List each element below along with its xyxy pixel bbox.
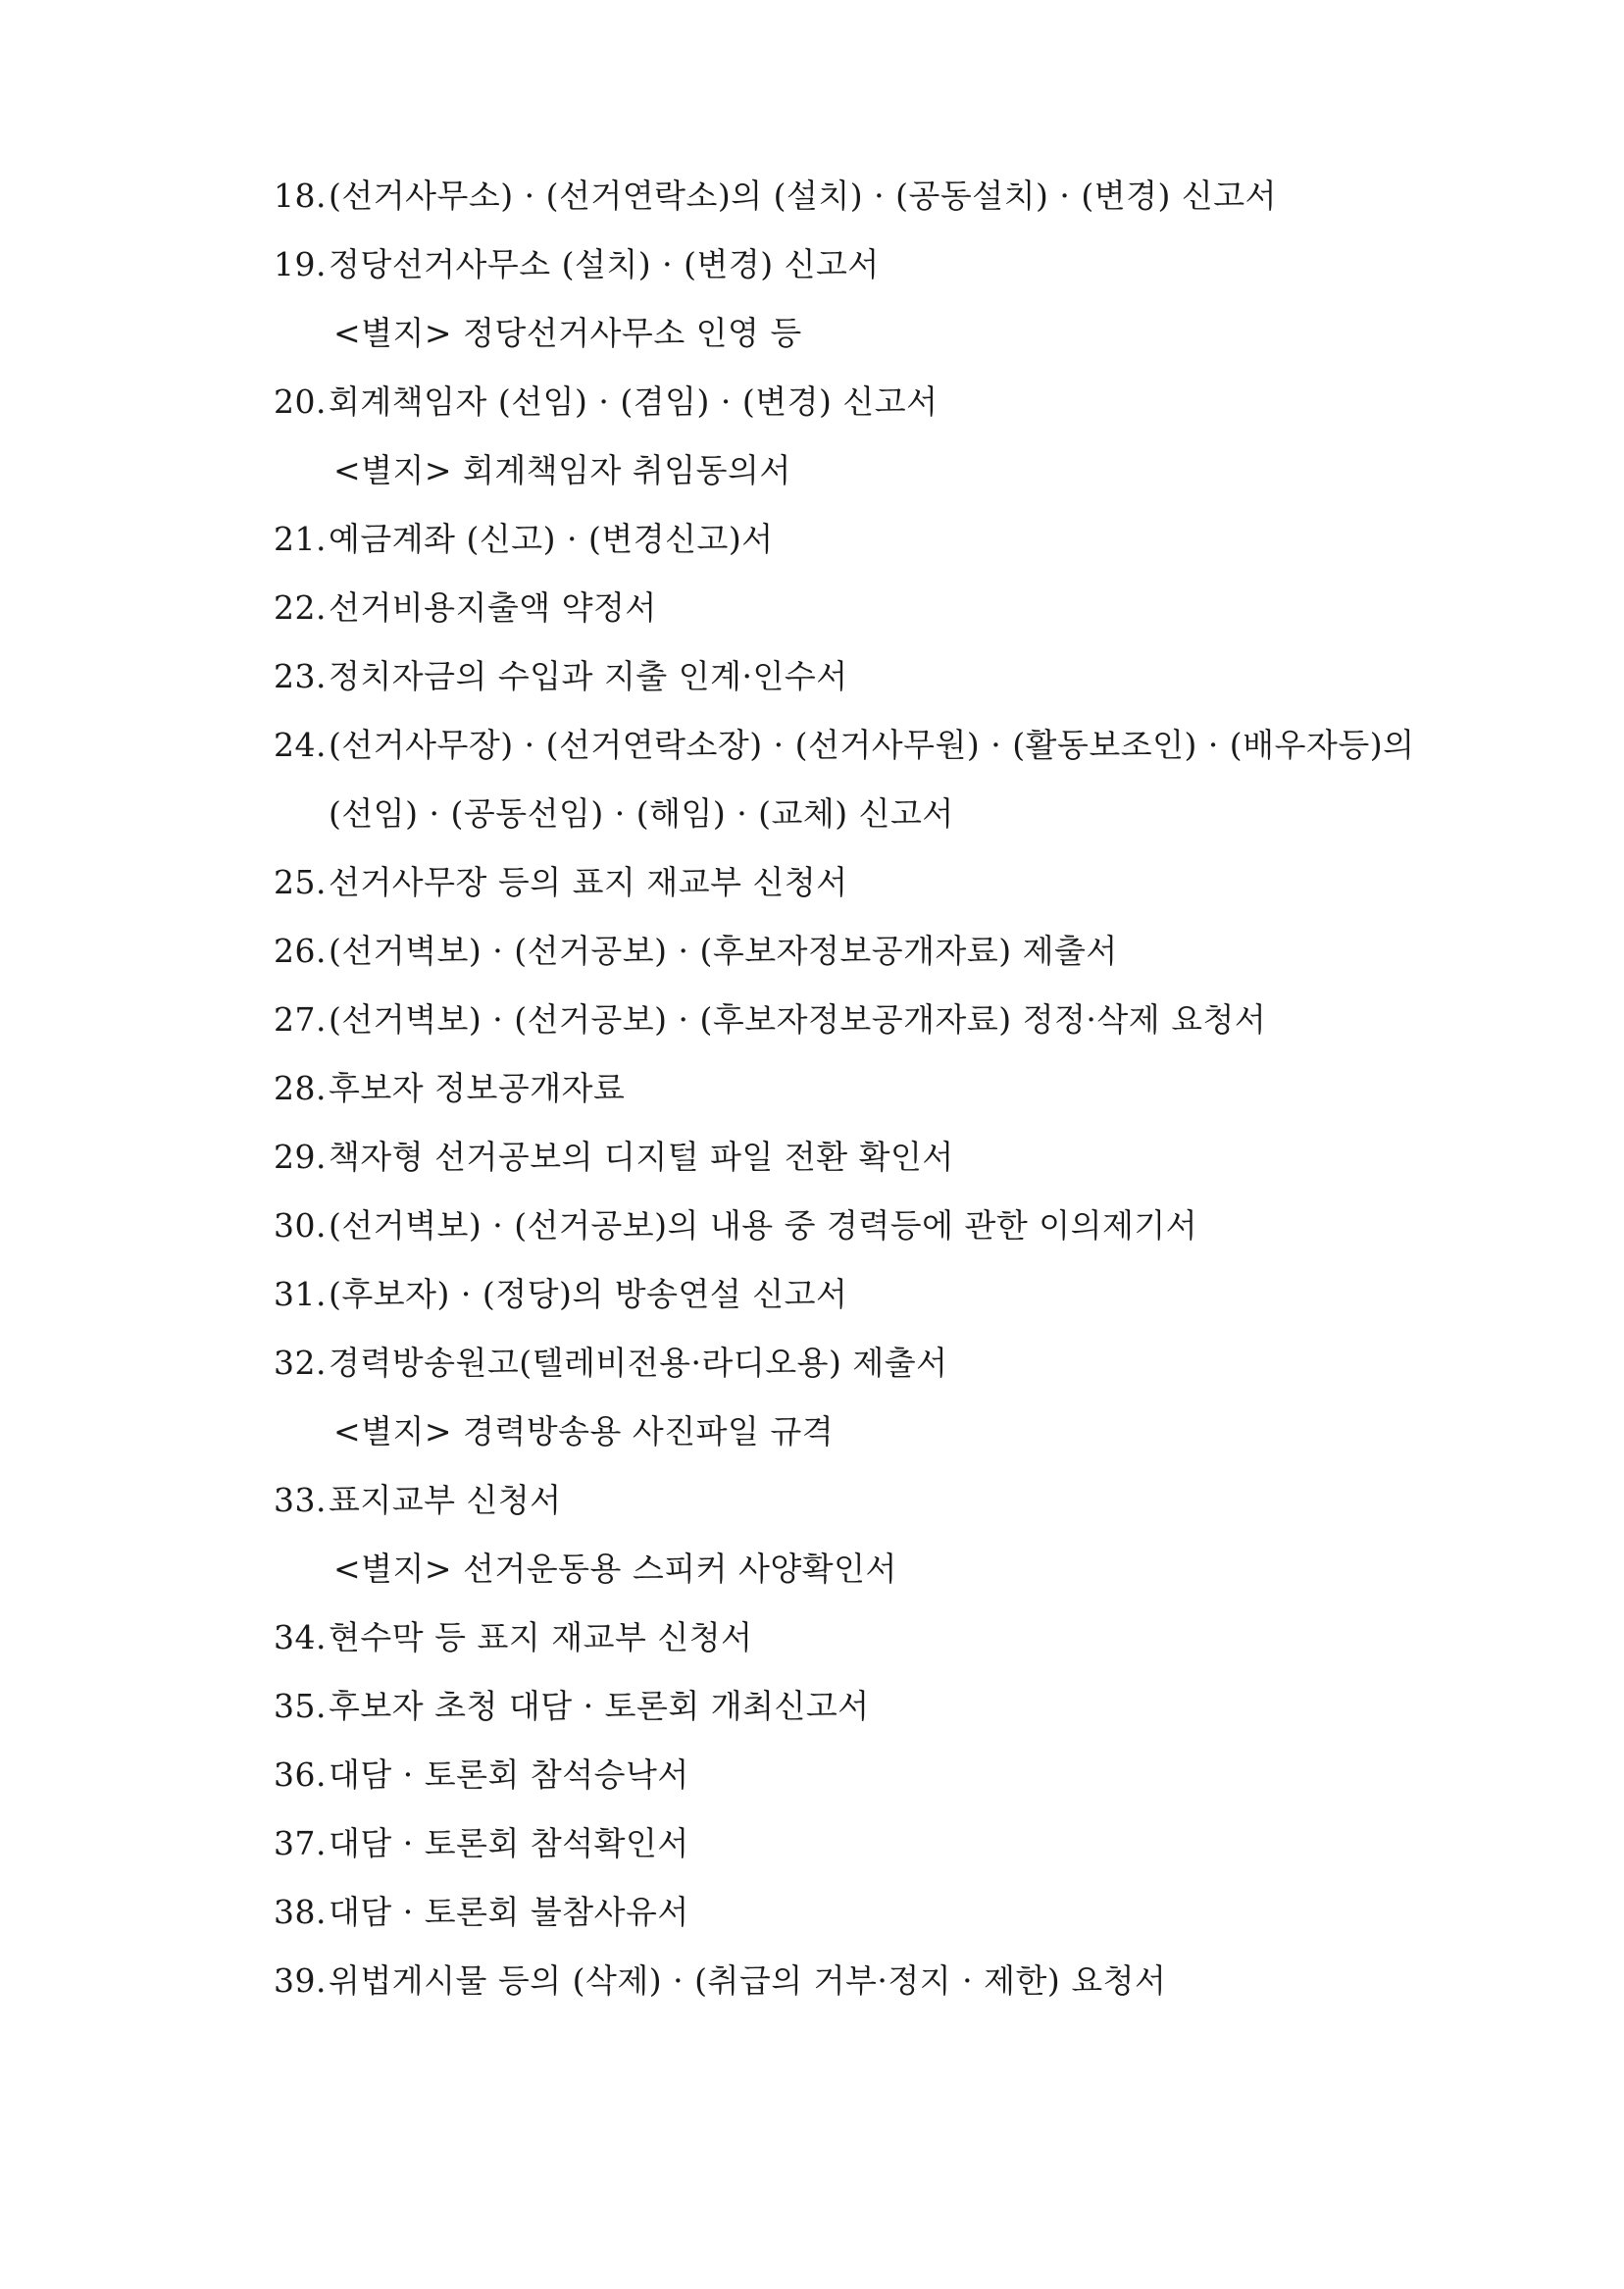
list-item-38 — [274, 1891, 689, 1934]
list-subitem-33-attachment — [333, 1548, 897, 1591]
item-number: 29. — [274, 1138, 327, 1176]
item-text: 정당선거사무소 (설치) · (변경) 신고서 — [329, 245, 880, 283]
item-text: 책자형 선거공보의 디지털 파일 전환 확인서 — [329, 1138, 954, 1176]
list-item-21 — [274, 518, 774, 561]
item-number: 28. — [274, 1069, 327, 1107]
item-text: <별지> 경력방송용 사진파일 규격 — [333, 1412, 835, 1450]
item-text: 현수막 등 표지 재교부 신청서 — [329, 1618, 753, 1656]
item-number: 34. — [274, 1618, 327, 1656]
item-text: (선임) · (공동선임) · (해임) · (교체) 신고서 — [329, 794, 954, 833]
item-text: (후보자) · (정당)의 방송연설 신고서 — [329, 1275, 848, 1313]
item-text: 예금계좌 (신고) · (변경신고)서 — [329, 520, 774, 558]
item-text: <별지> 선거운동용 스피커 사양확인서 — [333, 1550, 897, 1588]
item-text: 대담 · 토론회 참석승낙서 — [329, 1755, 689, 1794]
list-item-22 — [274, 586, 657, 630]
item-text: (선거벽보) · (선거공보) · (후보자정보공개자료) 정정·삭제 요청서 — [329, 1000, 1267, 1039]
item-text: 대담 · 토론회 불참사유서 — [329, 1893, 689, 1931]
item-text: <별지> 정당선거사무소 인영 등 — [333, 314, 802, 352]
list-item-23 — [274, 655, 848, 698]
item-text: (선거사무소) · (선거연락소)의 (설치) · (공동설치) · (변경) 신고서 — [329, 177, 1277, 215]
list-item-28 — [274, 1067, 625, 1110]
item-number: 23. — [274, 657, 327, 695]
list-item-36 — [274, 1754, 689, 1797]
item-number: 25. — [274, 863, 327, 901]
item-number: 31. — [274, 1275, 327, 1313]
list-item-27 — [274, 998, 1266, 1042]
item-number: 37. — [274, 1824, 327, 1862]
list-subitem-32-attachment — [333, 1410, 834, 1453]
list-item-24 — [274, 724, 1414, 767]
item-number: 26. — [274, 932, 327, 970]
list-item-30 — [274, 1204, 1197, 1247]
item-number: 18. — [274, 177, 327, 215]
item-text: 경력방송원고(텔레비전용·라디오용) 제출서 — [329, 1344, 948, 1382]
list-item-35 — [274, 1685, 870, 1728]
item-text: (선거벽보) · (선거공보) · (후보자정보공개자료) 제출서 — [329, 932, 1118, 970]
item-number: 27. — [274, 1000, 327, 1039]
list-item-37 — [274, 1822, 689, 1865]
list-item-19 — [274, 243, 880, 286]
item-text: 회계책임자 (선임) · (겸임) · (변경) 신고서 — [329, 382, 939, 421]
list-item-29 — [274, 1136, 954, 1179]
item-text: 후보자 정보공개자료 — [329, 1069, 626, 1107]
list-subitem-20-attachment — [333, 449, 791, 492]
item-number: 21. — [274, 520, 327, 558]
item-text: 대담 · 토론회 참석확인서 — [329, 1824, 689, 1862]
item-number: 33. — [274, 1481, 327, 1519]
list-item-25 — [274, 861, 848, 904]
item-text: 선거비용지출액 약정서 — [329, 588, 657, 627]
list-item-31 — [274, 1273, 847, 1316]
item-number: 22. — [274, 588, 327, 627]
item-number: 20. — [274, 382, 327, 421]
item-text: 표지교부 신청서 — [329, 1481, 562, 1519]
item-number: 30. — [274, 1206, 327, 1245]
list-item-32 — [274, 1342, 948, 1385]
item-number: 24. — [274, 726, 327, 764]
item-text: (선거사무장) · (선거연락소장) · (선거사무원) · (활동보조인) · (배우자등)의 — [329, 726, 1415, 764]
item-text: 후보자 초청 대담 · 토론회 개최신고서 — [329, 1687, 870, 1725]
item-text: 위법게시물 등의 (삭제) · (취급의 거부·정지 · 제한) 요청서 — [329, 1961, 1167, 2000]
list-item-24-continuation — [329, 792, 954, 836]
item-text: 선거사무장 등의 표지 재교부 신청서 — [329, 863, 848, 901]
list-item-18 — [274, 175, 1277, 218]
list-item-34 — [274, 1616, 753, 1659]
item-number: 38. — [274, 1893, 327, 1931]
item-text: <별지> 회계책임자 취임동의서 — [333, 451, 791, 489]
item-number: 36. — [274, 1755, 327, 1794]
list-subitem-19-attachment — [333, 312, 802, 355]
list-item-39 — [274, 1959, 1166, 2003]
item-text: (선거벽보) · (선거공보)의 내용 중 경력등에 관한 이의제기서 — [329, 1206, 1198, 1245]
list-item-33 — [274, 1479, 562, 1522]
item-number: 32. — [274, 1344, 327, 1382]
item-number: 35. — [274, 1687, 327, 1725]
item-number: 19. — [274, 245, 327, 283]
item-number: 39. — [274, 1961, 327, 2000]
list-item-26 — [274, 930, 1118, 973]
list-item-20 — [274, 381, 938, 424]
item-text: 정치자금의 수입과 지출 인계·인수서 — [329, 657, 848, 695]
